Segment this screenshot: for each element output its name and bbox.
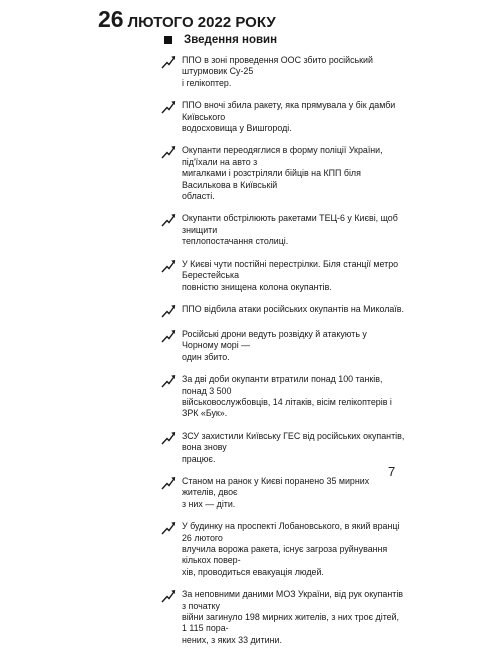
news-item xyxy=(161,304,405,318)
arrow-icon xyxy=(161,55,176,69)
news-item xyxy=(161,476,405,510)
arrow-icon xyxy=(161,329,176,343)
news-text: ППО вночі збила ракету, яка прямувала у бік дамби Київського водосховища у Вишгороді. xyxy=(182,100,396,134)
page-number: 7 xyxy=(388,464,396,479)
arrow-icon xyxy=(161,431,176,445)
news-item xyxy=(161,521,405,578)
news-text: За дві доби окупанти втратили понад 100 танків, понад 3 500 військовослужбовців, 14 літаків, вісім гелікоптерів і ЗРК «Бук». xyxy=(182,374,392,419)
arrow-icon xyxy=(161,259,176,273)
news-item xyxy=(161,259,405,293)
news-item xyxy=(161,431,405,465)
page-title xyxy=(98,6,276,33)
arrow-icon xyxy=(161,521,176,535)
arrow-icon xyxy=(161,589,176,603)
title-month-year: ЛЮТОГО 2022 РОКУ xyxy=(127,14,276,31)
news-text: Російські дрони ведуть розвідку й атакують у Чорному морі — один збито. xyxy=(182,328,367,362)
title-day: 26 xyxy=(98,6,124,32)
news-item xyxy=(161,145,405,202)
arrow-icon xyxy=(161,213,176,227)
arrow-icon xyxy=(161,304,176,318)
news-item xyxy=(161,589,405,646)
news-text: Окупанти обстрілюють ракетами ТЕЦ-6 у Києві, щоб знищити теплопостачання столиці. xyxy=(182,213,398,247)
news-list xyxy=(161,55,405,657)
news-text: За неповними даними МОЗ України, від рук окупантів з початку війни загинуло 198 мирних жителів, з них троє дітей, 1 115 пора- нених, з яких 33 дитини. xyxy=(182,589,404,645)
section-heading-text: Зведення новин xyxy=(184,34,278,46)
news-text: Станом на ранок у Києві поранено 35 мирних жителів, двоє з них — діти. xyxy=(182,475,370,509)
news-text: ППО в зоні проведення ООС збито російський штурмовик Су-25 і гелікоптер. xyxy=(182,55,373,88)
news-text: У Києві чути постійні перестрілки. Біля станції метро Берестейська повністю знищена колона окупантів. xyxy=(182,258,399,292)
news-item xyxy=(161,374,405,420)
news-item xyxy=(161,100,405,134)
section-heading xyxy=(164,34,277,46)
news-text: ППО відбила атаки російських окупантів на Миколаїв. xyxy=(182,303,404,314)
news-item xyxy=(161,329,405,363)
news-text: ЗСУ захистили Київську ГЕС від російських окупантів, вона знову працює. xyxy=(182,430,405,464)
news-item xyxy=(161,213,405,247)
square-bullet-icon xyxy=(164,36,172,44)
arrow-icon xyxy=(161,476,176,490)
news-item xyxy=(161,55,405,89)
news-text: У будинку на проспекті Лобановського, в який вранці 26 лютого влучила ворожа ракета, існує загроза руйнування кількох повер- хів, проводиться евакуація людей. xyxy=(182,521,400,577)
news-text: Окупанти переодяглися в форму поліції України, під'їхали на авто з мигалками і розстріляли бійців на КПП біля Василькова в Київській області. xyxy=(182,145,383,202)
arrow-icon xyxy=(161,145,176,159)
arrow-icon xyxy=(161,374,176,388)
arrow-icon xyxy=(161,100,176,114)
